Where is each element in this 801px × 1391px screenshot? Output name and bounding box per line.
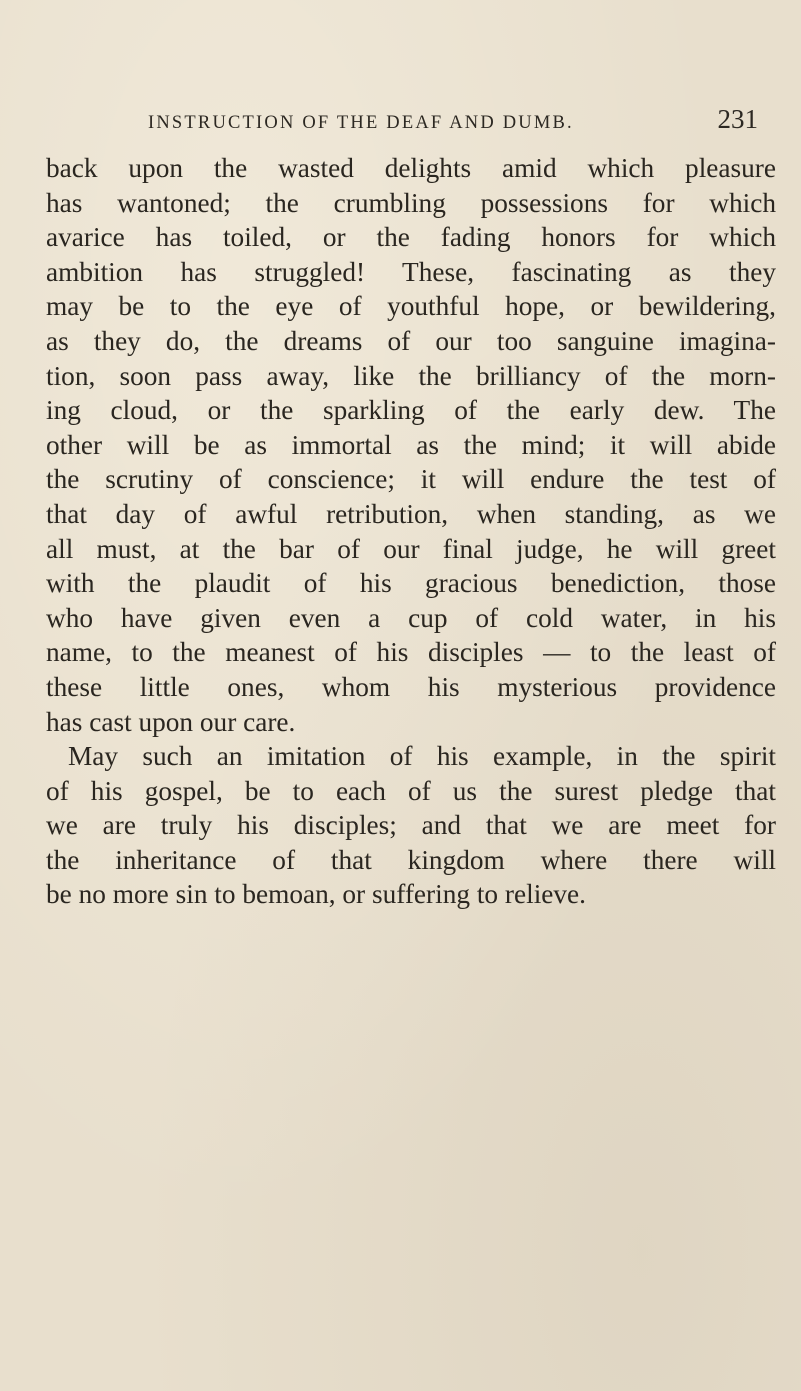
text-line: who have given even a cup of cold water, in his [46, 602, 776, 633]
text-line: ambition has struggled! These, fascinating as they [46, 256, 776, 287]
text-line: as they do, the dreams of our too sanguine imagina- [46, 325, 776, 356]
text-line: ing cloud, or the sparkling of the early dew. The [46, 395, 776, 426]
paragraph-start-line: May such an imitation of his example, in the spirit [68, 741, 776, 772]
text-line: tion, soon pass away, like the brilliancy of the morn- [46, 360, 776, 391]
text-line: we are truly his disciples; and that we are meet for [46, 810, 776, 841]
text-line: may be to the eye of youthful hope, or bewildering, [46, 291, 776, 322]
body-text [46, 151, 776, 912]
paragraph-end-line: has cast upon our care. [46, 706, 296, 737]
text-line: avarice has toiled, or the fading honors for which [46, 222, 776, 253]
text-line: with the plaudit of his gracious benediction, those [46, 568, 776, 599]
text-line: has wantoned; the crumbling possessions for which [46, 187, 776, 218]
running-head-title: INSTRUCTION OF THE DEAF AND DUMB. [148, 113, 574, 133]
text-line: all must, at the bar of our final judge, he will greet [46, 533, 776, 564]
text-line: that day of awful retribution, when standing, as we [46, 498, 776, 529]
text-line: the scrutiny of conscience; it will endure the test of [46, 464, 776, 495]
text-line: the inheritance of that kingdom where there will [46, 844, 776, 875]
text-line: name, to the meanest of his disciples — to the least of [46, 637, 776, 668]
page-number: 231 [717, 104, 758, 134]
text-line: back upon the wasted delights amid which pleasure [46, 153, 776, 183]
text-line: of his gospel, be to each of us the surest pledge that [46, 775, 776, 806]
paragraph-end-line: be no more sin to bemoan, or suffering to relieve. [46, 879, 586, 910]
running-head [148, 104, 758, 136]
text-line: these little ones, whom his mysterious providence [46, 671, 776, 702]
text-line: other will be as immortal as the mind; it will abide [46, 429, 776, 460]
